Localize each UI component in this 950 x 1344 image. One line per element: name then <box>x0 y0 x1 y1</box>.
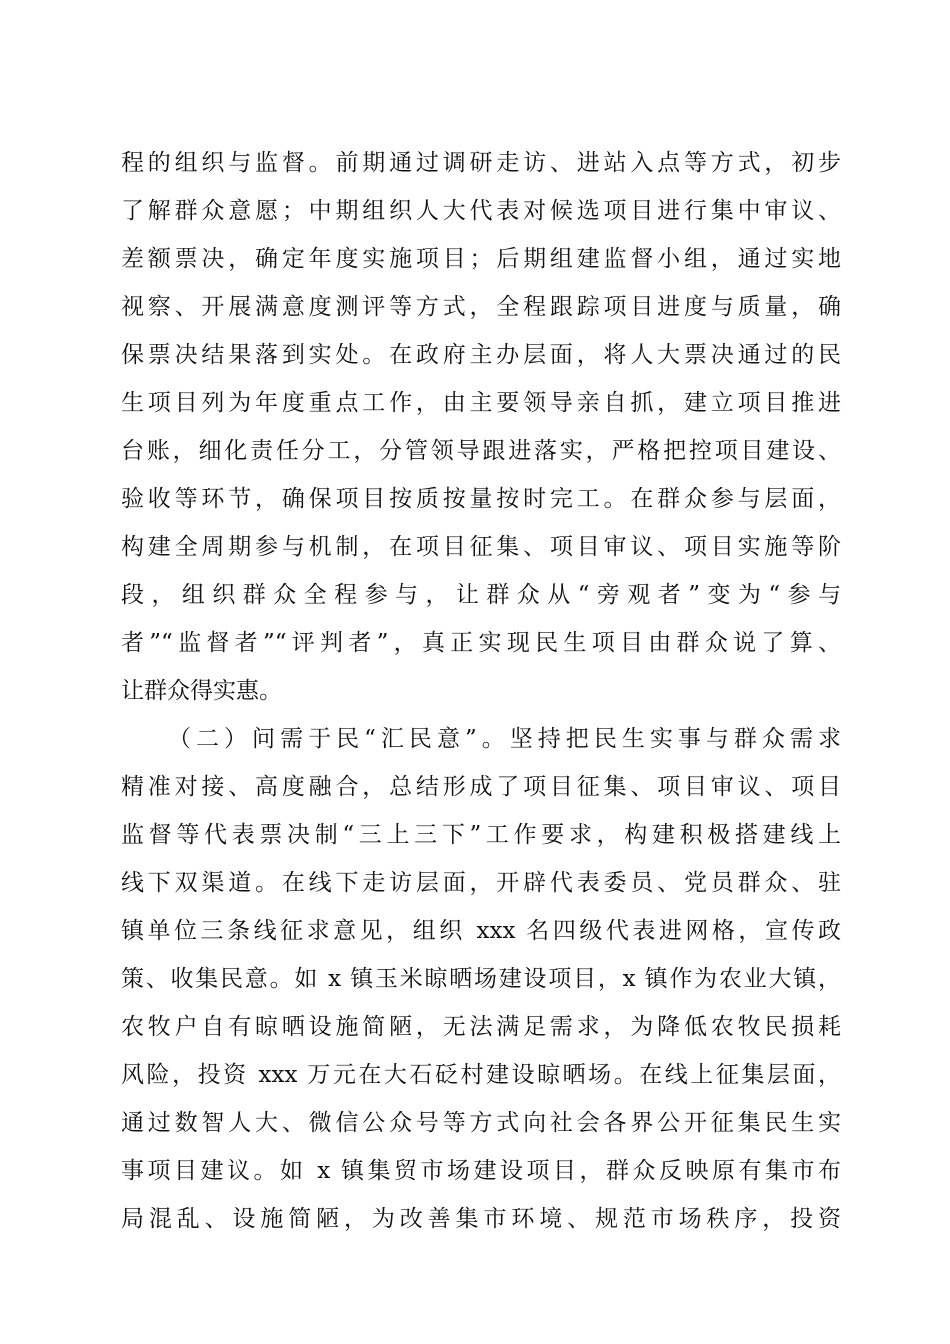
text-line: 生项目列为年度重点工作，由主要领导亲自抓，建立项目推进 <box>121 390 841 416</box>
text-line: 者”“监督者”“评判者”，真正实现民生项目由群众说了算、 <box>121 630 841 656</box>
text-line: 了解群众意愿；中期组织人大代表对候选项目进行集中审议、 <box>121 198 841 224</box>
text-line: 线下双渠道。在线下走访层面，开辟代表委员、党员群众、驻 <box>121 870 841 896</box>
text-line: 事项目建议。如 x 镇集贸市场建设项目，群众反映原有集市布 <box>121 1158 841 1184</box>
text-line: 精准对接、高度融合，总结形成了项目征集、项目审议、项目 <box>121 774 841 800</box>
text-line: 农牧户自有晾晒设施简陋，无法满足需求，为降低农牧民损耗 <box>121 1014 841 1040</box>
text-line: 程的组织与监督。前期通过调研走访、进站入点等方式，初步 <box>121 150 841 176</box>
text-line: 监督等代表票决制“三上三下”工作要求，构建积极搭建线上 <box>121 822 841 848</box>
text-line: 让群众得实惠。 <box>121 678 282 704</box>
text-line: 保票决结果落到实处。在政府主办层面，将人大票决通过的民 <box>121 342 841 368</box>
text-line: 段，组织群众全程参与，让群众从“旁观者”变为“参与 <box>121 582 841 608</box>
text-line: 风险，投资 xxx 万元在大石砭村建设晾晒场。在线上征集层面， <box>121 1062 841 1088</box>
text-line: 策、收集民意。如 x 镇玉米晾晒场建设项目，x 镇作为农业大镇， <box>121 966 841 992</box>
section-heading-line: （二）问需于民“汇民意”。坚持把民生实事与群众需求 <box>168 726 841 752</box>
text-line: 验收等环节，确保项目按质按量按时完工。在群众参与层面， <box>121 486 841 512</box>
text-line: 构建全周期参与机制，在项目征集、项目审议、项目实施等阶 <box>121 534 841 560</box>
text-line: 差额票决，确定年度实施项目；后期组建监督小组，通过实地 <box>121 246 841 272</box>
text-line: 视察、开展满意度测评等方式，全程跟踪项目进度与质量，确 <box>121 294 841 320</box>
text-line: 镇单位三条线征求意见，组织 xxx 名四级代表进网格，宣传政 <box>121 918 841 944</box>
text-line: 局混乱、设施简陋，为改善集市环境、规范市场秩序，投资 <box>121 1206 841 1232</box>
text-line: 通过数智人大、微信公众号等方式向社会各界公开征集民生实 <box>121 1110 841 1136</box>
text-line: 台账，细化责任分工，分管领导跟进落实，严格把控项目建设、 <box>121 438 841 464</box>
